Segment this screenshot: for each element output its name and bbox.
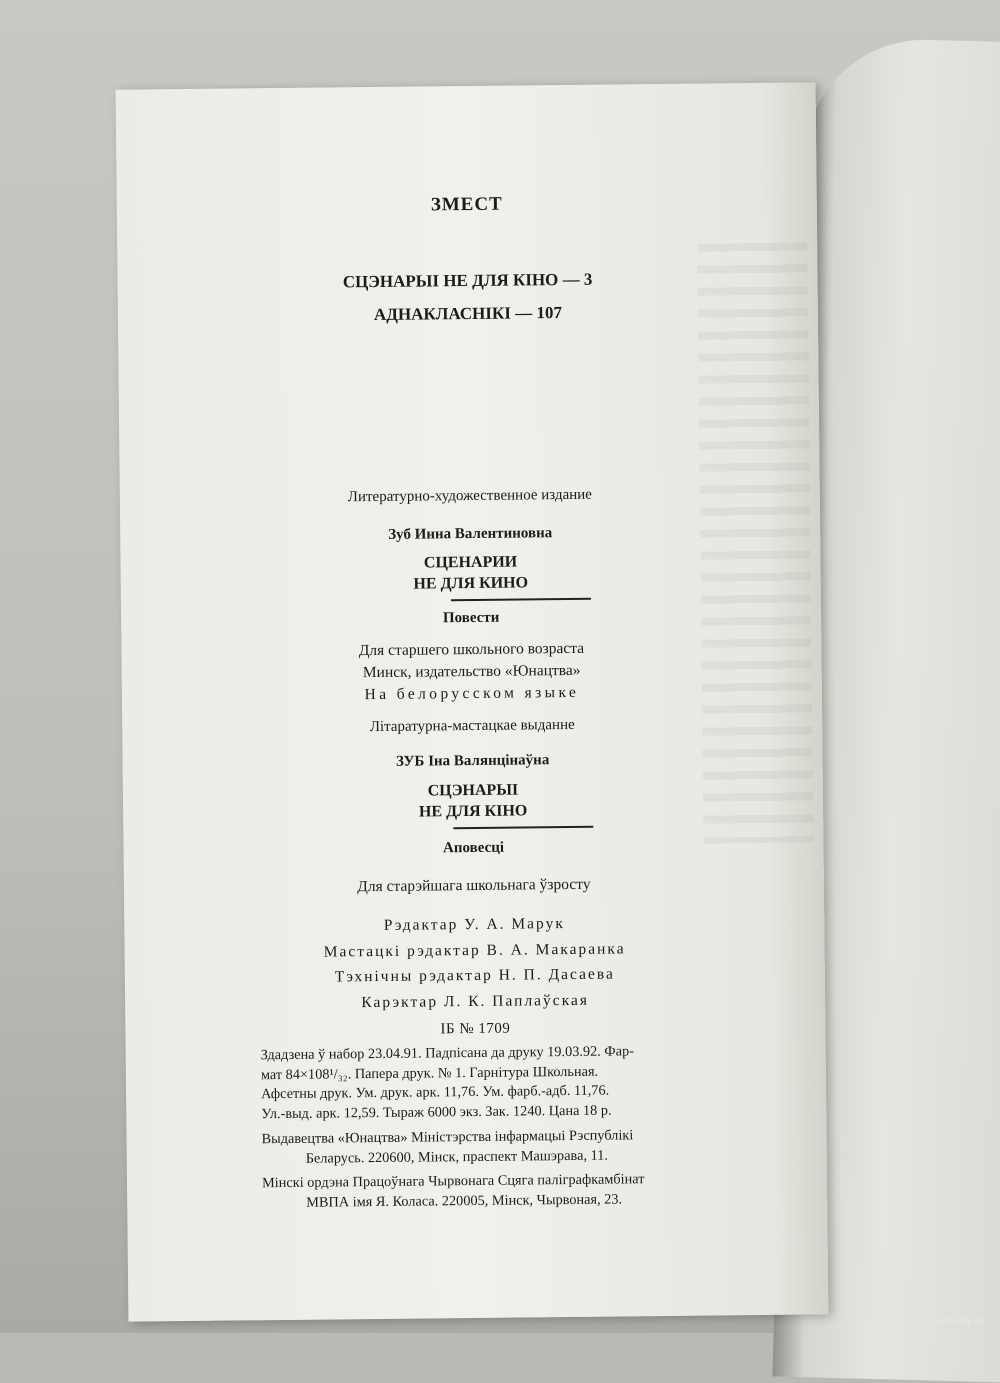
imprint-line: Беларусь. 220600, Мінск, праспект Машэрава, 11. <box>305 1147 608 1167</box>
imprint-printer <box>262 1169 782 1213</box>
audience-ru: Для старшего школьного возраста <box>358 639 585 660</box>
book-title-ru-line1: СЦЕНАРИИ <box>423 553 518 572</box>
audience-by: Для старэйшага школьнага ўзросту <box>357 875 591 896</box>
author-ru: Зуб Инна Валентиновна <box>388 525 553 543</box>
book-title-ru-line2: НЕ ДЛЯ КИНО <box>413 574 529 593</box>
publisher-ru: Минск, издательство «Юнацтва» <box>362 661 581 682</box>
language-ru: На белорусском языке <box>364 683 580 704</box>
imprint-line: Афсетны друк. Ум. друк. арк. 11,76. Ум. фарб.-адб. 11,76. <box>261 1082 610 1103</box>
title-rule <box>453 826 593 829</box>
imprint-publisher <box>261 1125 781 1169</box>
book-title-by-line1: СЦЭНАРЫІ <box>427 781 519 800</box>
book-title-by <box>123 776 823 825</box>
imprint-line: МВПА імя Я. Коласа. 220005, Мінск, Чырвоная, 23. <box>306 1190 623 1211</box>
edition-type-ru: Литературно-художественное издание <box>347 486 593 506</box>
book-title-by-line2: НЕ ДЛЯ КІНО <box>418 802 528 821</box>
title-rule <box>451 598 591 601</box>
contents-item: СЦЭНАРЫІ НЕ ДЛЯ КІНО — 3 <box>342 269 593 292</box>
credit-proofreader: Карэктар Л. К. Паплаўская <box>361 991 590 1011</box>
author-by: ЗУБ Іна Валянцінаўна <box>395 752 550 770</box>
credit-editor: Рэдактар У. А. Марук <box>383 915 565 934</box>
contents-title: ЗМЕСТ <box>430 193 503 216</box>
credits <box>124 908 825 1017</box>
edition-type-by: Літаратурна-мастацкае выданне <box>369 716 575 736</box>
imprint-line: Мінскі ордэна Працоўнага Чырвонага Сцяга паліграфкамбінат <box>261 1171 645 1192</box>
ib-number: ІБ № 1709 <box>440 1020 511 1038</box>
genre-ru: Повести <box>442 609 500 627</box>
credit-tech-editor: Тэхнічны рэдактар Н. П. Дасаева <box>334 965 615 986</box>
book-page <box>116 82 829 1321</box>
imprint-line: Здадзена ў набор 23.04.91. Падпісана да друку 19.03.92. Фар- <box>260 1043 635 1064</box>
publication-info-ru <box>121 635 822 708</box>
site-watermark: www.ay.by <box>934 1315 986 1327</box>
genre-by: Аповесці <box>442 839 505 857</box>
imprint-print-data <box>261 1041 782 1124</box>
book-title-ru <box>120 548 820 597</box>
imprint-line: Выдавецтва «Юнацтва» Міністэрства інфармацыі Рэспублікі <box>261 1127 634 1148</box>
imprint-line: мат 84×108¹/₃₂. Папера друк. № 1. Гарнітура Школьная. <box>260 1063 599 1083</box>
credit-art-editor: Мастацкі рэдактар В. А. Макаранка <box>323 939 626 961</box>
imprint-line: Ул.-выд. арк. 12,59. Тыраж 6000 экз. Зак. 1240. Цана 18 р. <box>261 1102 612 1122</box>
contents-item: АДНАКЛАСНІКІ — 107 <box>373 303 563 325</box>
